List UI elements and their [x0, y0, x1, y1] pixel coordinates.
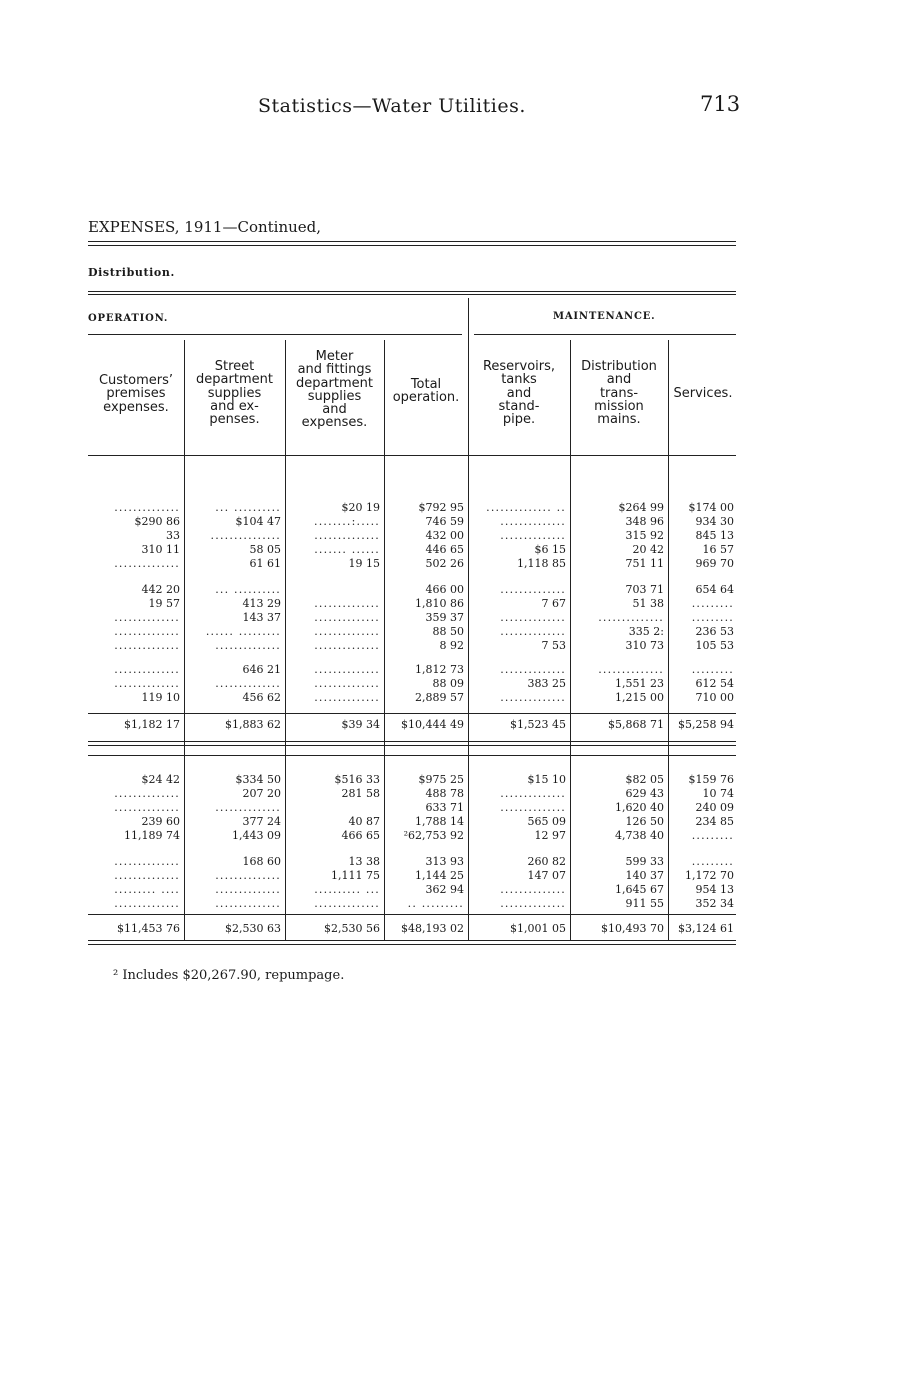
table-cell: .............. [598, 611, 664, 624]
table-cell: 362 94 [425, 883, 464, 896]
table-cell: $10,493 70 [601, 922, 664, 935]
column-header-line: and fittings [297, 362, 372, 378]
column-header-line: Total [410, 377, 442, 392]
table-cell: 646 21 [242, 663, 281, 676]
operation-underline [88, 334, 462, 335]
table-cell: .............. [114, 501, 180, 514]
column-header-line: and [506, 385, 532, 401]
column-header-line: expenses. [301, 415, 368, 431]
table-cell: .......... ... [314, 883, 380, 896]
table-cell: 207 20 [242, 787, 281, 800]
table-cell: $792 95 [418, 501, 464, 514]
table-cell: 466 65 [341, 829, 380, 842]
table-cell: 1,111 75 [331, 869, 380, 882]
table-cell: 240 09 [695, 801, 734, 814]
table-cell: .............. [215, 897, 281, 910]
table-cell: 13 38 [348, 855, 380, 868]
table-cell: 20 42 [632, 543, 664, 556]
column-header-line: mission [594, 398, 644, 414]
table-cell: 466 00 [425, 583, 464, 596]
table-cell: 281 58 [341, 787, 380, 800]
table-cell: .............. [314, 677, 380, 690]
table-cell: $1,001 05 [510, 922, 566, 935]
table-cell: .............. [215, 639, 281, 652]
table-cell: 751 11 [625, 557, 664, 570]
table-cell: $6 15 [534, 543, 566, 556]
table-cell: 565 09 [527, 815, 566, 828]
table-cell: 19 57 [148, 597, 180, 610]
table-cell: 612 54 [695, 677, 734, 690]
table-cell: $82 05 [625, 773, 664, 786]
table-cell: 1,215 00 [615, 691, 664, 704]
table-cell: ... .......... [215, 583, 281, 596]
column-header-line: tanks [501, 372, 537, 388]
table-cell: ......... .... [114, 883, 180, 896]
table-cell: $159 76 [688, 773, 734, 786]
table-cell: $11,453 76 [117, 922, 180, 935]
column-header-line: stand- [498, 398, 540, 414]
table-cell: ... .......... [215, 501, 281, 514]
table-cell: 105 53 [695, 639, 734, 652]
table-cell: $20 19 [341, 501, 380, 514]
table-cell: 845 13 [695, 529, 734, 542]
block-separator-rule [88, 745, 736, 746]
table-cell: .............. [314, 897, 380, 910]
table-cell: 1,645 67 [615, 883, 664, 896]
column-header [285, 350, 384, 430]
table-cell: 313 93 [425, 855, 464, 868]
table-cell: $1,182 17 [124, 718, 180, 731]
table-cell: .............. [314, 597, 380, 610]
table-bottom-rule [88, 944, 736, 945]
column-header-line: department [296, 375, 373, 391]
table-cell: ......... [691, 597, 734, 610]
table-cell: 7 67 [541, 597, 566, 610]
table-cell: ............... [210, 529, 281, 542]
table-cell: .............. [215, 801, 281, 814]
table-cell: 934 30 [695, 515, 734, 528]
column-header-line: supplies [307, 388, 362, 404]
table-cell: .. ......... [407, 897, 464, 910]
table-cell: 488 78 [425, 787, 464, 800]
table-cell: 1,620 40 [615, 801, 664, 814]
table-cell: 88 09 [432, 677, 464, 690]
table-cell: ......... [691, 663, 734, 676]
table-cell: 61 61 [249, 557, 281, 570]
table-cell: .............. [314, 611, 380, 624]
table-cell: 633 71 [425, 801, 464, 814]
table-cell: 168 60 [242, 855, 281, 868]
table-cell: 352 34 [695, 897, 734, 910]
table-cell: ......... [691, 829, 734, 842]
table-cell: 140 37 [625, 869, 664, 882]
table-cell: 260 82 [527, 855, 566, 868]
maintenance-underline [474, 334, 736, 335]
table-cell: 911 55 [625, 897, 664, 910]
column-header-line: supplies [207, 385, 262, 401]
table-cell: 629 43 [625, 787, 664, 800]
table-cell: .............. [314, 639, 380, 652]
table-cell: 348 96 [625, 515, 664, 528]
table-cell: 310 73 [625, 639, 664, 652]
table-cell: 654 64 [695, 583, 734, 596]
table-cell: .............. [500, 787, 566, 800]
table-cell: .............. [500, 663, 566, 676]
column-header-line: operation. [392, 390, 460, 406]
table-cell: 1,144 25 [415, 869, 464, 882]
table-cell: 746 59 [425, 515, 464, 528]
table-cell: ...... ......... [205, 625, 281, 638]
table-cell: 126 50 [625, 815, 664, 828]
page-number: 713 [700, 92, 741, 116]
column-header-line: pipe. [502, 412, 536, 428]
table-cell: .............. [500, 691, 566, 704]
table-cell: $39 34 [341, 718, 380, 731]
table-cell: 16 57 [702, 543, 734, 556]
section-rule [88, 241, 736, 246]
column-header-line: and ex- [210, 398, 259, 414]
table-cell: 51 38 [632, 597, 664, 610]
table-cell: ²62,753 92 [403, 829, 464, 842]
table-cell: .............. [114, 869, 180, 882]
table-cell: 446 65 [425, 543, 464, 556]
column-header-line: premises [106, 386, 166, 402]
block-separator-rule [88, 741, 736, 742]
table-cell: 442 20 [141, 583, 180, 596]
table-cell: 147 07 [527, 869, 566, 882]
table-cell: ......... [691, 855, 734, 868]
table-cell: $975 25 [418, 773, 464, 786]
table-cell: $2,530 63 [225, 922, 281, 935]
table-cell: 10 74 [702, 787, 734, 800]
table-cell: 33 [166, 529, 180, 542]
table-cell: $10,444 49 [401, 718, 464, 731]
table-cell: $516 33 [334, 773, 380, 786]
table-cell: $3,124 61 [678, 922, 734, 935]
subsection-title: Distribution. [88, 266, 175, 279]
column-header-line: mains. [597, 412, 641, 428]
column-header-line: Street [214, 359, 255, 374]
column-header-line: department [196, 372, 273, 388]
table-cell: .............. [500, 583, 566, 596]
table-cell: .............. [500, 897, 566, 910]
table-cell: 1,443 09 [232, 829, 281, 842]
table-cell: $1,883 62 [225, 718, 281, 731]
column-header-line: trans- [599, 385, 639, 401]
table-cell: $5,868 71 [608, 718, 664, 731]
table-cell: .............. [598, 663, 664, 676]
table-cell: $1,523 45 [510, 718, 566, 731]
table-cell: 19 15 [348, 557, 380, 570]
table-cell: 4,738 40 [615, 829, 664, 842]
column-header [184, 360, 285, 426]
table-cell: 599 33 [625, 855, 664, 868]
table-cell: .............. [500, 801, 566, 814]
table-cell: $15 10 [527, 773, 566, 786]
column-header [668, 387, 738, 400]
block-separator-rule [88, 755, 736, 756]
table-cell: $174 00 [688, 501, 734, 514]
page-header: Statistics—Water Utilities. [258, 95, 526, 117]
table-cell: .............. [114, 611, 180, 624]
table-cell: 310 11 [141, 543, 180, 556]
table-cell: 1,551 23 [615, 677, 664, 690]
table-cell: 969 70 [695, 557, 734, 570]
table-cell: .............. [114, 663, 180, 676]
table-cell: 143 37 [242, 611, 281, 624]
table-cell: .............. [314, 625, 380, 638]
table-cell: $290 86 [134, 515, 180, 528]
table-cell: 119 10 [141, 691, 180, 704]
table-cell: .............. [114, 787, 180, 800]
column-header [88, 374, 184, 414]
table-cell: 377 24 [242, 815, 281, 828]
column-header-line: expenses. [103, 399, 169, 415]
table-cell: $5,258 94 [678, 718, 734, 731]
table-cell: .............. [500, 611, 566, 624]
column-header-line: and [322, 402, 347, 418]
table-cell: 359 37 [425, 611, 464, 624]
table-cell: $48,193 02 [401, 922, 464, 935]
table-cell: 2,889 57 [415, 691, 464, 704]
table-cell: .............. [314, 691, 380, 704]
column-header-line: and [606, 372, 632, 388]
table-cell: .............. [114, 855, 180, 868]
table-cell: 1,172 70 [685, 869, 734, 882]
table-cell: 502 26 [425, 557, 464, 570]
column-header-line: penses. [209, 412, 260, 428]
section-title: EXPENSES, 1911—Continued, [88, 218, 322, 236]
subtotal-rule [88, 713, 736, 714]
table-cell: 710 00 [695, 691, 734, 704]
table-cell: 234 85 [695, 815, 734, 828]
subsection-rule [88, 291, 736, 295]
table-cell: .............. [114, 557, 180, 570]
table-cell: 58 05 [249, 543, 281, 556]
table-cell: 1,788 14 [415, 815, 464, 828]
table-cell: .............. .. [486, 501, 566, 514]
column-header-line: Reservoirs, [482, 359, 556, 374]
table-cell: $2,530 56 [324, 922, 380, 935]
table-cell: 1,810 86 [415, 597, 464, 610]
footnote: ² Includes $20,267.90, repumpage. [113, 968, 345, 983]
column-header-line: Distribution [581, 359, 657, 374]
group-operation: OPERATION. [88, 313, 169, 324]
table-cell: 236 53 [695, 625, 734, 638]
table-cell: 239 60 [141, 815, 180, 828]
table-cell: ....... ...... [314, 543, 380, 556]
table-cell: 954 13 [695, 883, 734, 896]
table-cell: 7 53 [541, 639, 566, 652]
table-cell: 413 29 [242, 597, 281, 610]
table-cell: ......... [691, 611, 734, 624]
table-cell: .............. [114, 639, 180, 652]
table-cell: 88 50 [432, 625, 464, 638]
table-cell: .............. [500, 515, 566, 528]
table-cell: 8 92 [439, 639, 464, 652]
table-cell: 456 62 [242, 691, 281, 704]
table-cell: 335 2: [628, 625, 664, 638]
table-cell: .............. [114, 801, 180, 814]
column-header-line: Services. [673, 386, 733, 401]
table-cell: $264 99 [618, 501, 664, 514]
table-cell: 40 87 [348, 815, 380, 828]
table-cell: 12 97 [534, 829, 566, 842]
table-cell: ........:..... [314, 515, 380, 528]
table-cell: 315 92 [625, 529, 664, 542]
table-cell: .............. [500, 883, 566, 896]
column-header [384, 378, 468, 405]
table-cell: .............. [314, 663, 380, 676]
table-cell: $104 47 [235, 515, 281, 528]
table-cell: .............. [314, 529, 380, 542]
table-cell: .............. [114, 897, 180, 910]
table-cell: 11,189 74 [124, 829, 180, 842]
table-cell: .............. [114, 625, 180, 638]
total-rule [88, 914, 736, 915]
header-bottom-rule [88, 455, 736, 456]
table-cell: $24 42 [141, 773, 180, 786]
table-cell: .............. [114, 677, 180, 690]
table-cell: 1,118 85 [517, 557, 566, 570]
table-cell: .............. [215, 677, 281, 690]
column-header-line: Customers’ [98, 373, 174, 388]
table-cell: 703 71 [625, 583, 664, 596]
column-header-line: Meter [315, 349, 354, 364]
table-cell: .............. [215, 883, 281, 896]
column-header [468, 360, 570, 426]
table-cell: .............. [500, 625, 566, 638]
table-bottom-rule [88, 940, 736, 941]
table-cell: .............. [215, 869, 281, 882]
column-header [570, 360, 668, 426]
group-maintenance: MAINTENANCE. [553, 311, 656, 322]
table-cell: .............. [500, 529, 566, 542]
table-cell: 383 25 [527, 677, 566, 690]
table-cell: $334 50 [235, 773, 281, 786]
table-cell: 432 00 [425, 529, 464, 542]
table-cell: 1,812 73 [415, 663, 464, 676]
